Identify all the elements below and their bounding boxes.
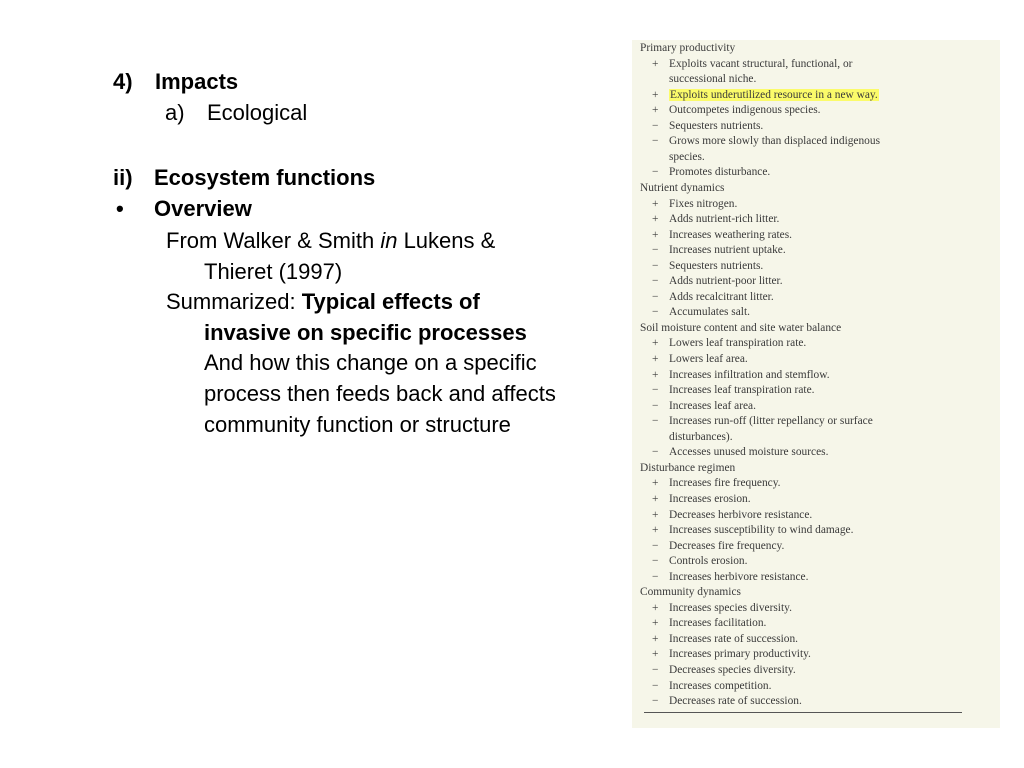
item-text: Increases weathering rates. bbox=[669, 228, 793, 241]
minus-sign: − bbox=[652, 384, 659, 397]
ecological-heading: Ecological bbox=[207, 100, 308, 125]
table-item bbox=[652, 523, 853, 539]
plus-sign: + bbox=[652, 213, 659, 226]
table-item-continuation: disturbances). bbox=[669, 430, 733, 443]
table-item bbox=[652, 399, 756, 415]
plus-sign: + bbox=[652, 337, 659, 350]
table-item bbox=[652, 539, 784, 555]
item-text: Outcompetes indigenous species. bbox=[669, 104, 821, 117]
item-text: Grows more slowly than displaced indigenous bbox=[669, 135, 881, 148]
citation-authors: From Walker & Smith bbox=[166, 228, 381, 253]
plus-sign: + bbox=[652, 353, 659, 365]
table-item bbox=[652, 290, 774, 306]
table-item bbox=[652, 368, 830, 384]
table-item bbox=[652, 352, 748, 368]
ecological-number: a) bbox=[165, 100, 185, 125]
body-line-1: And how this change on a specific bbox=[204, 350, 537, 375]
item-text: Decreases fire frequency. bbox=[669, 539, 785, 552]
plus-sign: + bbox=[652, 617, 659, 630]
table-item bbox=[652, 243, 786, 259]
table-item bbox=[652, 212, 779, 228]
table-section-heading: Primary productivity bbox=[640, 42, 736, 54]
table-item bbox=[652, 679, 771, 695]
citation-line-1 bbox=[166, 225, 495, 256]
item-text: Increases facilitation. bbox=[669, 617, 767, 630]
plus-sign: + bbox=[652, 648, 659, 661]
table-item bbox=[652, 414, 873, 430]
table-item bbox=[652, 165, 770, 181]
ecosystem-heading: Ecosystem functions bbox=[154, 165, 376, 190]
item-text: Increases herbivore resistance. bbox=[669, 570, 809, 583]
table-item-continuation: species. bbox=[669, 150, 705, 163]
table-section-heading: Nutrient dynamics bbox=[640, 181, 725, 194]
minus-sign: − bbox=[652, 244, 659, 257]
item-text: Increases leaf transpiration rate. bbox=[669, 384, 815, 397]
minus-sign: − bbox=[652, 275, 659, 288]
body-line-3: community function or structure bbox=[204, 412, 511, 437]
item-text: Decreases herbivore resistance. bbox=[669, 508, 813, 521]
table-section-heading: Soil moisture content and site water balance bbox=[640, 321, 842, 334]
impacts-heading: Impacts bbox=[155, 69, 239, 94]
table-section-heading: Disturbance regimen bbox=[640, 461, 736, 474]
item-text: Decreases rate of succession. bbox=[669, 695, 802, 708]
table-item bbox=[652, 492, 751, 508]
item-text: Accesses unused moisture sources. bbox=[669, 446, 829, 459]
highlighted-item-text: Exploits underutilized resource in a new way. bbox=[670, 88, 878, 101]
table-item bbox=[652, 336, 806, 352]
minus-sign: − bbox=[652, 415, 659, 428]
summarized-prefix: Summarized: bbox=[166, 289, 302, 314]
minus-sign: − bbox=[652, 166, 659, 179]
body-line-2: process then feeds back and affects bbox=[204, 381, 556, 406]
plus-sign: + bbox=[652, 601, 659, 614]
summarized-bold-1: Typical effects of bbox=[301, 289, 480, 314]
minus-sign: − bbox=[652, 664, 659, 676]
table-item bbox=[652, 632, 798, 648]
citation-line-2: Thieret (1997) bbox=[204, 259, 343, 284]
item-text: Increases fire frequency. bbox=[669, 477, 781, 490]
item-text: Increases susceptibility to wind damage. bbox=[669, 524, 854, 537]
item-text: Adds nutrient-poor litter. bbox=[669, 275, 783, 288]
ecosystem-number: ii) bbox=[113, 165, 133, 190]
overview-heading: Overview bbox=[154, 196, 252, 221]
item-text: Promotes disturbance. bbox=[669, 166, 771, 179]
minus-sign: − bbox=[652, 555, 659, 568]
minus-sign: − bbox=[652, 446, 659, 459]
table-item bbox=[652, 383, 814, 399]
table-item bbox=[652, 305, 750, 321]
plus-sign: + bbox=[652, 368, 659, 381]
table-item bbox=[652, 119, 763, 135]
scanned-table-image bbox=[632, 40, 1000, 728]
minus-sign: − bbox=[652, 119, 659, 132]
table-item bbox=[652, 228, 792, 244]
plus-sign: + bbox=[652, 632, 659, 645]
item-text: Sequesters nutrients. bbox=[669, 259, 764, 272]
minus-sign: − bbox=[652, 306, 659, 319]
table-item bbox=[652, 663, 796, 679]
summarized-bold-2: invasive on specific processes bbox=[204, 320, 527, 345]
plus-sign: + bbox=[652, 524, 659, 537]
item-text: Increases leaf area. bbox=[669, 399, 756, 412]
item-text: Lowers leaf area. bbox=[669, 353, 748, 365]
table-item bbox=[652, 274, 783, 290]
plus-sign: + bbox=[652, 492, 659, 505]
table-item bbox=[652, 616, 766, 632]
item-text: Sequesters nutrients. bbox=[669, 119, 764, 132]
item-text: Accumulates salt. bbox=[669, 306, 750, 319]
table-item bbox=[652, 259, 763, 275]
minus-sign: − bbox=[652, 679, 659, 692]
item-text: Increases erosion. bbox=[669, 492, 751, 505]
table-item bbox=[652, 134, 880, 150]
table-bottom-rule bbox=[644, 712, 962, 713]
plus-sign: + bbox=[652, 88, 659, 101]
table-item bbox=[652, 601, 792, 617]
table-item bbox=[652, 88, 879, 104]
plus-sign: + bbox=[652, 477, 659, 490]
table-item bbox=[652, 476, 781, 492]
item-text: Increases nutrient uptake. bbox=[669, 244, 786, 257]
plus-sign: + bbox=[652, 57, 659, 70]
table-item bbox=[652, 554, 747, 570]
item-text: Adds nutrient-rich litter. bbox=[669, 213, 780, 226]
minus-sign: − bbox=[652, 570, 659, 583]
item-text: Increases rate of succession. bbox=[669, 632, 799, 645]
item-text: Adds recalcitrant litter. bbox=[669, 290, 774, 303]
table-item bbox=[652, 570, 808, 586]
overview-bullet: • bbox=[116, 196, 124, 221]
minus-sign: − bbox=[652, 290, 659, 303]
minus-sign: − bbox=[652, 539, 659, 552]
table-item bbox=[652, 647, 811, 663]
item-text: Exploits vacant structural, functional, or bbox=[669, 57, 853, 70]
minus-sign: − bbox=[652, 259, 659, 272]
minus-sign: − bbox=[652, 695, 659, 708]
table-item-continuation: successional niche. bbox=[669, 73, 757, 86]
table-item bbox=[652, 508, 812, 524]
item-text: Increases competition. bbox=[669, 679, 772, 692]
table-item bbox=[652, 694, 802, 710]
summarized-line-1 bbox=[166, 286, 480, 317]
plus-sign: + bbox=[652, 104, 659, 117]
item-text: Increases run-off (litter repellancy or surface bbox=[669, 415, 873, 428]
citation-in: in bbox=[380, 228, 398, 253]
plus-sign: + bbox=[652, 508, 659, 521]
item-text: Controls erosion. bbox=[669, 555, 748, 568]
plus-sign: + bbox=[652, 228, 659, 241]
plus-sign: + bbox=[652, 197, 659, 210]
item-text: Increases infiltration and stemflow. bbox=[669, 368, 830, 381]
table-section-heading: Community dynamics bbox=[640, 586, 741, 599]
table-item bbox=[652, 57, 852, 73]
minus-sign: − bbox=[652, 399, 659, 412]
item-text: Increases primary productivity. bbox=[669, 648, 811, 661]
item-text: Lowers leaf transpiration rate. bbox=[669, 337, 807, 350]
citation-authors-2: Lukens & bbox=[397, 228, 496, 253]
minus-sign: − bbox=[652, 135, 659, 148]
table-item bbox=[652, 445, 828, 461]
item-text: Increases species diversity. bbox=[669, 601, 792, 614]
item-text: Fixes nitrogen. bbox=[669, 197, 738, 210]
impacts-number: 4) bbox=[113, 69, 133, 94]
item-text: Decreases species diversity. bbox=[669, 664, 796, 676]
table-item bbox=[652, 103, 821, 119]
table-item bbox=[652, 197, 737, 213]
